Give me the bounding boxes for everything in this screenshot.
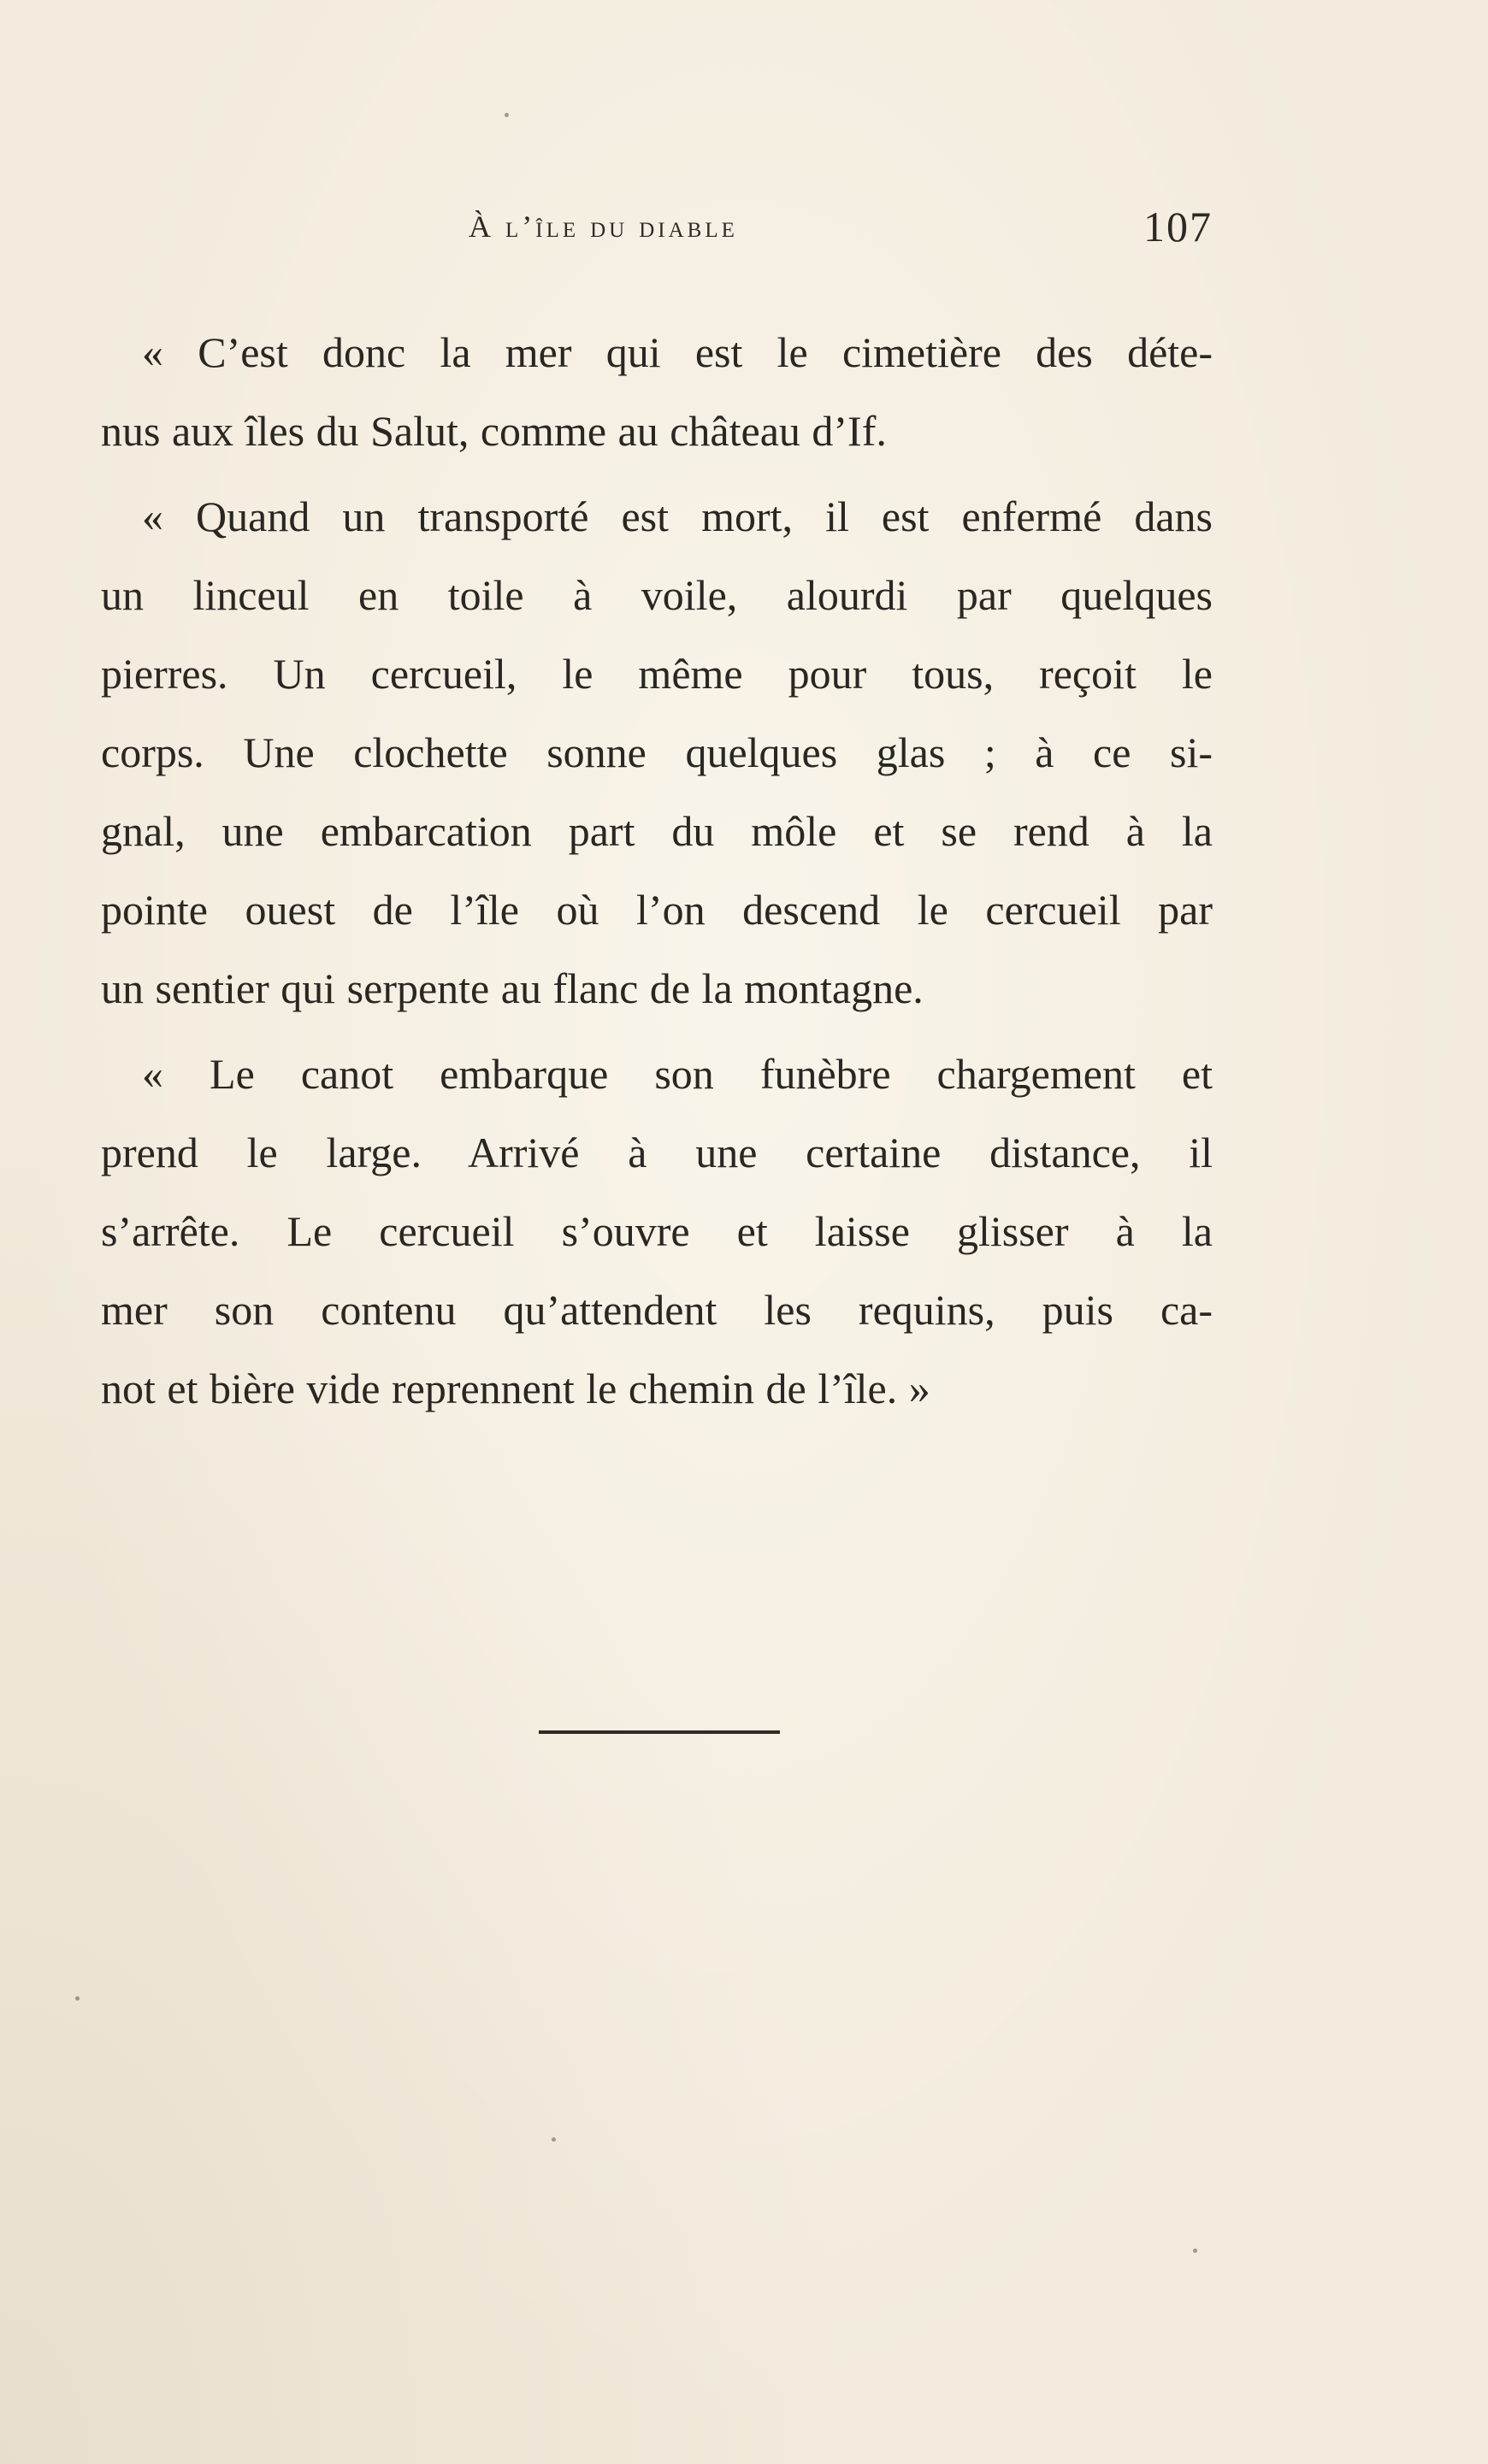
end-rule <box>539 1730 780 1734</box>
paper-speck <box>505 113 509 117</box>
paragraph-1 <box>101 313 1213 470</box>
text-line: mer son contenu qu’attendent les requins, puis ca- <box>101 1286 1213 1334</box>
text-line: prend le large. Arrivé à une certaine distance, il <box>101 1129 1213 1176</box>
text-line: pointe ouest de l’île où l’on descend le cercueil par <box>101 886 1213 934</box>
text-line: « Quand un transporté est mort, il est enfermé dans <box>142 492 1213 540</box>
text-line: s’arrête. Le cercueil s’ouvre et laisse glisser à la <box>101 1207 1213 1255</box>
body-text <box>101 313 1213 1435</box>
text-line: corps. Une clochette sonne quelques glas ; à ce si- <box>101 728 1213 776</box>
text-line: un sentier qui serpente au flanc de la montagne. <box>101 964 924 1012</box>
running-head <box>101 203 1213 260</box>
running-title: À l’île du diable <box>469 209 738 244</box>
paper-speck <box>75 1996 80 2001</box>
text-line: un linceul en toile à voile, alourdi par quelques <box>101 571 1213 619</box>
text-line: not et bière vide reprennent le chemin de l’île. » <box>101 1365 930 1412</box>
page-number: 107 <box>1143 203 1213 251</box>
paper-speck <box>1193 2249 1197 2253</box>
paper-speck <box>552 2137 556 2142</box>
text-line: gnal, une embarcation part du môle et se rend à la <box>101 807 1213 855</box>
text-line: « Le canot embarque son funèbre chargement et <box>142 1050 1213 1098</box>
paragraph-3 <box>101 1035 1213 1428</box>
text-line: pierres. Un cercueil, le même pour tous, reçoit le <box>101 650 1213 698</box>
paragraph-2 <box>101 477 1213 1028</box>
text-line: nus aux îles du Salut, comme au château d’If. <box>101 407 887 455</box>
text-line: « C’est donc la mer qui est le cimetière des déte- <box>142 328 1213 376</box>
